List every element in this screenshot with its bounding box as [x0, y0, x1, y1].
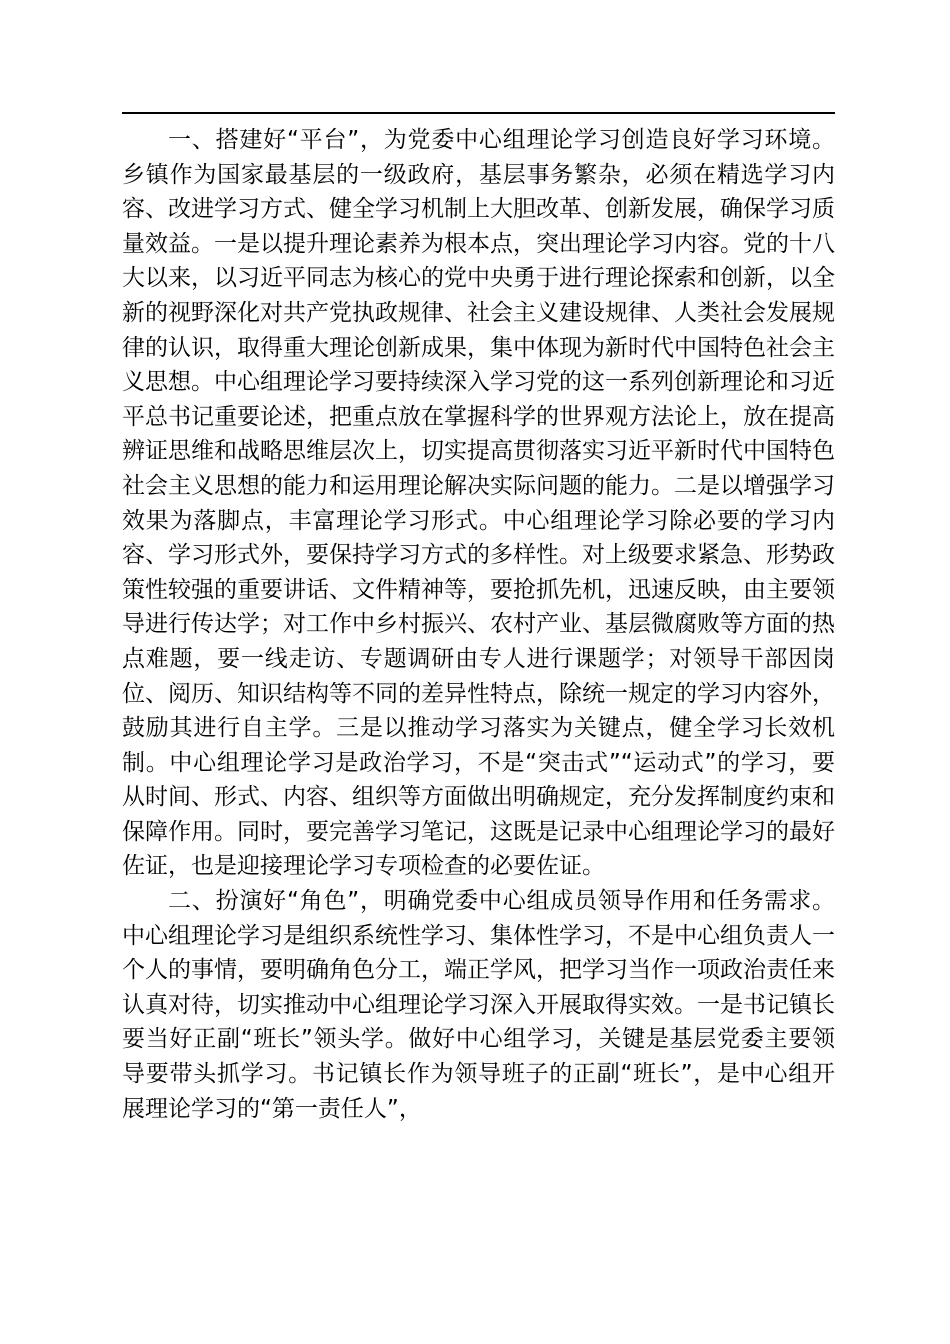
paragraph-section-two: 二、扮演好“角色”，明确党委中心组成员领导作用和任务需求。中心组理论学习是组织系统性学习、集体性学习，不是中心组负责人一个人的事情，要明确角色分工，端正学风，把学习当作一项政治责任来认真对待，切实推动中心组理论学习深入开展取得实效。一是书记镇长要当好正副“班长”领头学。做好中心组学习，关键是基层党委主要领导要带头抓学习。书记镇长作为领导班子的正副“班长”，是中心组开展理论学习的“第一责任人”，: [122, 888, 835, 1122]
paragraph-section-one: 一、搭建好“平台”，为党委中心组理论学习创造良好学习环境。乡镇作为国家最基层的一级政府，基层事务繁杂，必须在精选学习内容、改进学习方式、健全学习机制上大胆改革、创新发展，确保学习质量效益。一是以提升理论素养为根本点，突出理论学习内容。党的十八大以来，以习近平同志为核心的党中央勇于进行理论探索和创新，以全新的视野深化对共产党执政规律、社会主义建设规律、人类社会发展规律的认识，取得重大理论创新成果，集中体现为新时代中国特色社会主义思想。中心组理论学习要持续深入学习党的这一系列创新理论和习近平总书记重要论述，把重点放在掌握科学的世界观方法论上，放在提高辨证思维和战略思维层次上，切实提高贯彻落实习近平新时代中国特色社会主义思想的能力和运用理论解决实际问题的能力。二是以增强学习效果为落脚点，丰富理论学习形式。中心组理论学习除必要的学习内容、学习形式外，要保持学习方式的多样性。对上级要求紧急、形势政策性较强的重要讲话、文件精神等，要抢抓先机，迅速反映，由主要领导进行传达学；对工作中乡村振兴、农村产业、基层微腐败等方面的热点难题，要一线走访、专题调研由专人进行课题学；对领导干部因岗位、阅历、知识结构等不同的差异性特点，除统一规定的学习内容外，鼓励其进行自主学。三是以推动学习落实为关键点，健全学习长效机制。中心组理论学习是政治学习，不是“突击式”“运动式”的学习，要从时间、形式、内容、组织等方面做出明确规定，充分发挥制度约束和保障作用。同时，要完善学习笔记，这既是记录中心组理论学习的最好佐证，也是迎接理论学习专项检查的必要佐证。: [122, 127, 835, 880]
header-rule: [122, 112, 835, 114]
document-body: [122, 123, 835, 1126]
